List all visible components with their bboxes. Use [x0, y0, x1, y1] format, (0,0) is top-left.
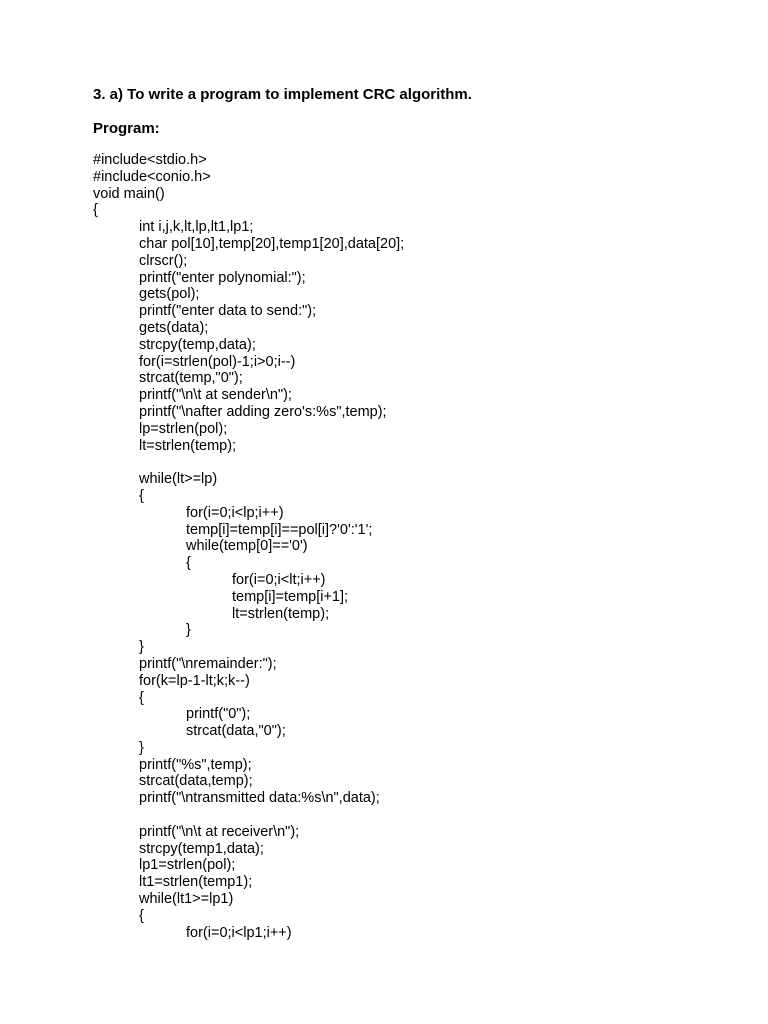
code-line: }	[186, 622, 191, 639]
code-line: temp[i]=temp[i+1];	[232, 588, 349, 605]
code-line: lp=strlen(pol);	[139, 420, 228, 437]
code-line: lt=strlen(temp);	[139, 437, 237, 454]
code-line: {	[93, 202, 98, 219]
code-line: int i,j,k,lt,lp,lt1,lp1;	[139, 219, 254, 236]
code-line: printf("\n\t at sender\n");	[139, 387, 292, 404]
code-line: for(i=0;i<lp;i++)	[186, 504, 284, 521]
document-title: 3. a) To write a program to implement CRC algorithm.	[93, 86, 472, 103]
code-line: printf("\nremainder:");	[139, 655, 277, 672]
code-line: {	[186, 555, 191, 572]
code-line	[93, 454, 733, 471]
code-line: printf("\ntransmitted data:%s\n",data);	[139, 790, 380, 807]
code-line: strcpy(temp1,data);	[139, 840, 264, 857]
code-line: while(temp[0]=='0')	[186, 538, 308, 555]
code-line: }	[139, 739, 144, 756]
code-line: strcpy(temp,data);	[139, 336, 256, 353]
code-line: clrscr();	[139, 252, 188, 269]
code-listing	[93, 152, 733, 941]
code-line: printf("\n\t at receiver\n");	[139, 823, 300, 840]
code-line: for(k=lp-1-lt;k;k--)	[139, 672, 250, 689]
code-line: void main()	[93, 185, 165, 202]
code-line: strcat(data,temp);	[139, 773, 253, 790]
code-line: {	[139, 487, 144, 504]
program-heading: Program:	[93, 120, 160, 137]
code-line: while(lt1>=lp1)	[139, 891, 234, 908]
code-line: lt=strlen(temp);	[232, 605, 330, 622]
code-line: strcat(data,"0");	[186, 723, 286, 740]
code-line: {	[139, 689, 144, 706]
code-line	[93, 807, 733, 824]
code-line: printf("enter polynomial:");	[139, 269, 306, 286]
code-line: printf("0");	[186, 706, 251, 723]
code-line: }	[139, 639, 144, 656]
code-line: char pol[10],temp[20],temp1[20],data[20];	[139, 235, 405, 252]
code-line: printf("\nafter adding zero's:%s",temp);	[139, 403, 387, 420]
code-line: gets(pol);	[139, 286, 200, 303]
code-line: for(i=0;i<lp1;i++)	[186, 924, 292, 941]
code-line: #include<conio.h>	[93, 168, 211, 185]
code-line: strcat(temp,"0");	[139, 370, 243, 387]
code-line: while(lt>=lp)	[139, 471, 218, 488]
code-line: printf("%s",temp);	[139, 756, 252, 773]
code-line: #include<stdio.h>	[93, 152, 207, 168]
code-line: printf("enter data to send:");	[139, 303, 317, 320]
code-line: for(i=0;i<lt;i++)	[232, 571, 326, 588]
code-line: lp1=strlen(pol);	[139, 857, 236, 874]
code-line: {	[139, 907, 144, 924]
code-line: gets(data);	[139, 319, 209, 336]
code-line: for(i=strlen(pol)-1;i>0;i--)	[139, 353, 296, 370]
code-line: lt1=strlen(temp1);	[139, 874, 253, 891]
code-line: temp[i]=temp[i]==pol[i]?'0':'1';	[186, 521, 373, 538]
